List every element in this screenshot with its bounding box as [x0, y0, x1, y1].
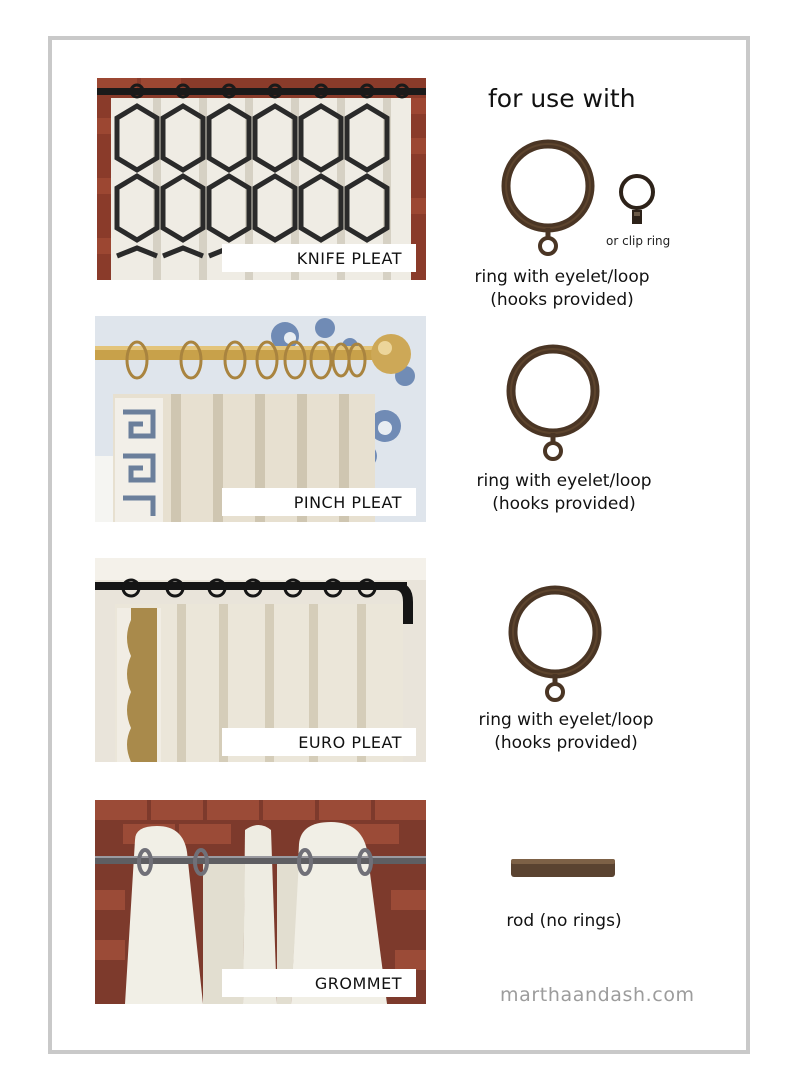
desc-line-1: ring with eyelet/loop [474, 267, 650, 287]
pinch-pleat-label: PINCH PLEAT [222, 488, 416, 516]
desc-line-2: (hooks provided) [494, 733, 638, 753]
knife-pleat-label: KNIFE PLEAT [222, 244, 416, 272]
ring-with-eyelet-icon [505, 584, 605, 712]
ring-with-eyelet-icon [503, 343, 603, 471]
ring-with-eyelet-icon [498, 138, 598, 266]
grommet-label: GROMMET [222, 969, 416, 997]
clip-ring-note: or clip ring [606, 234, 671, 248]
rod-icon [511, 857, 617, 883]
desc-line-2: (hooks provided) [492, 494, 636, 514]
pinch-pleat-hardware-desc [454, 470, 674, 516]
knife-pleat-hardware-desc [452, 266, 672, 312]
euro-pleat-hardware-desc [456, 709, 676, 755]
desc-line-1: ring with eyelet/loop [476, 471, 652, 491]
euro-pleat-label: EURO PLEAT [222, 728, 416, 756]
desc-line-1: rod (no rings) [506, 911, 622, 931]
for-use-with-heading: for use with [488, 84, 636, 113]
desc-line-1: ring with eyelet/loop [478, 710, 654, 730]
desc-line-2: (hooks provided) [490, 290, 634, 310]
site-watermark: marthaandash.com [500, 984, 695, 1006]
grommet-hardware-desc [454, 910, 674, 933]
clip-ring-icon [614, 172, 660, 234]
